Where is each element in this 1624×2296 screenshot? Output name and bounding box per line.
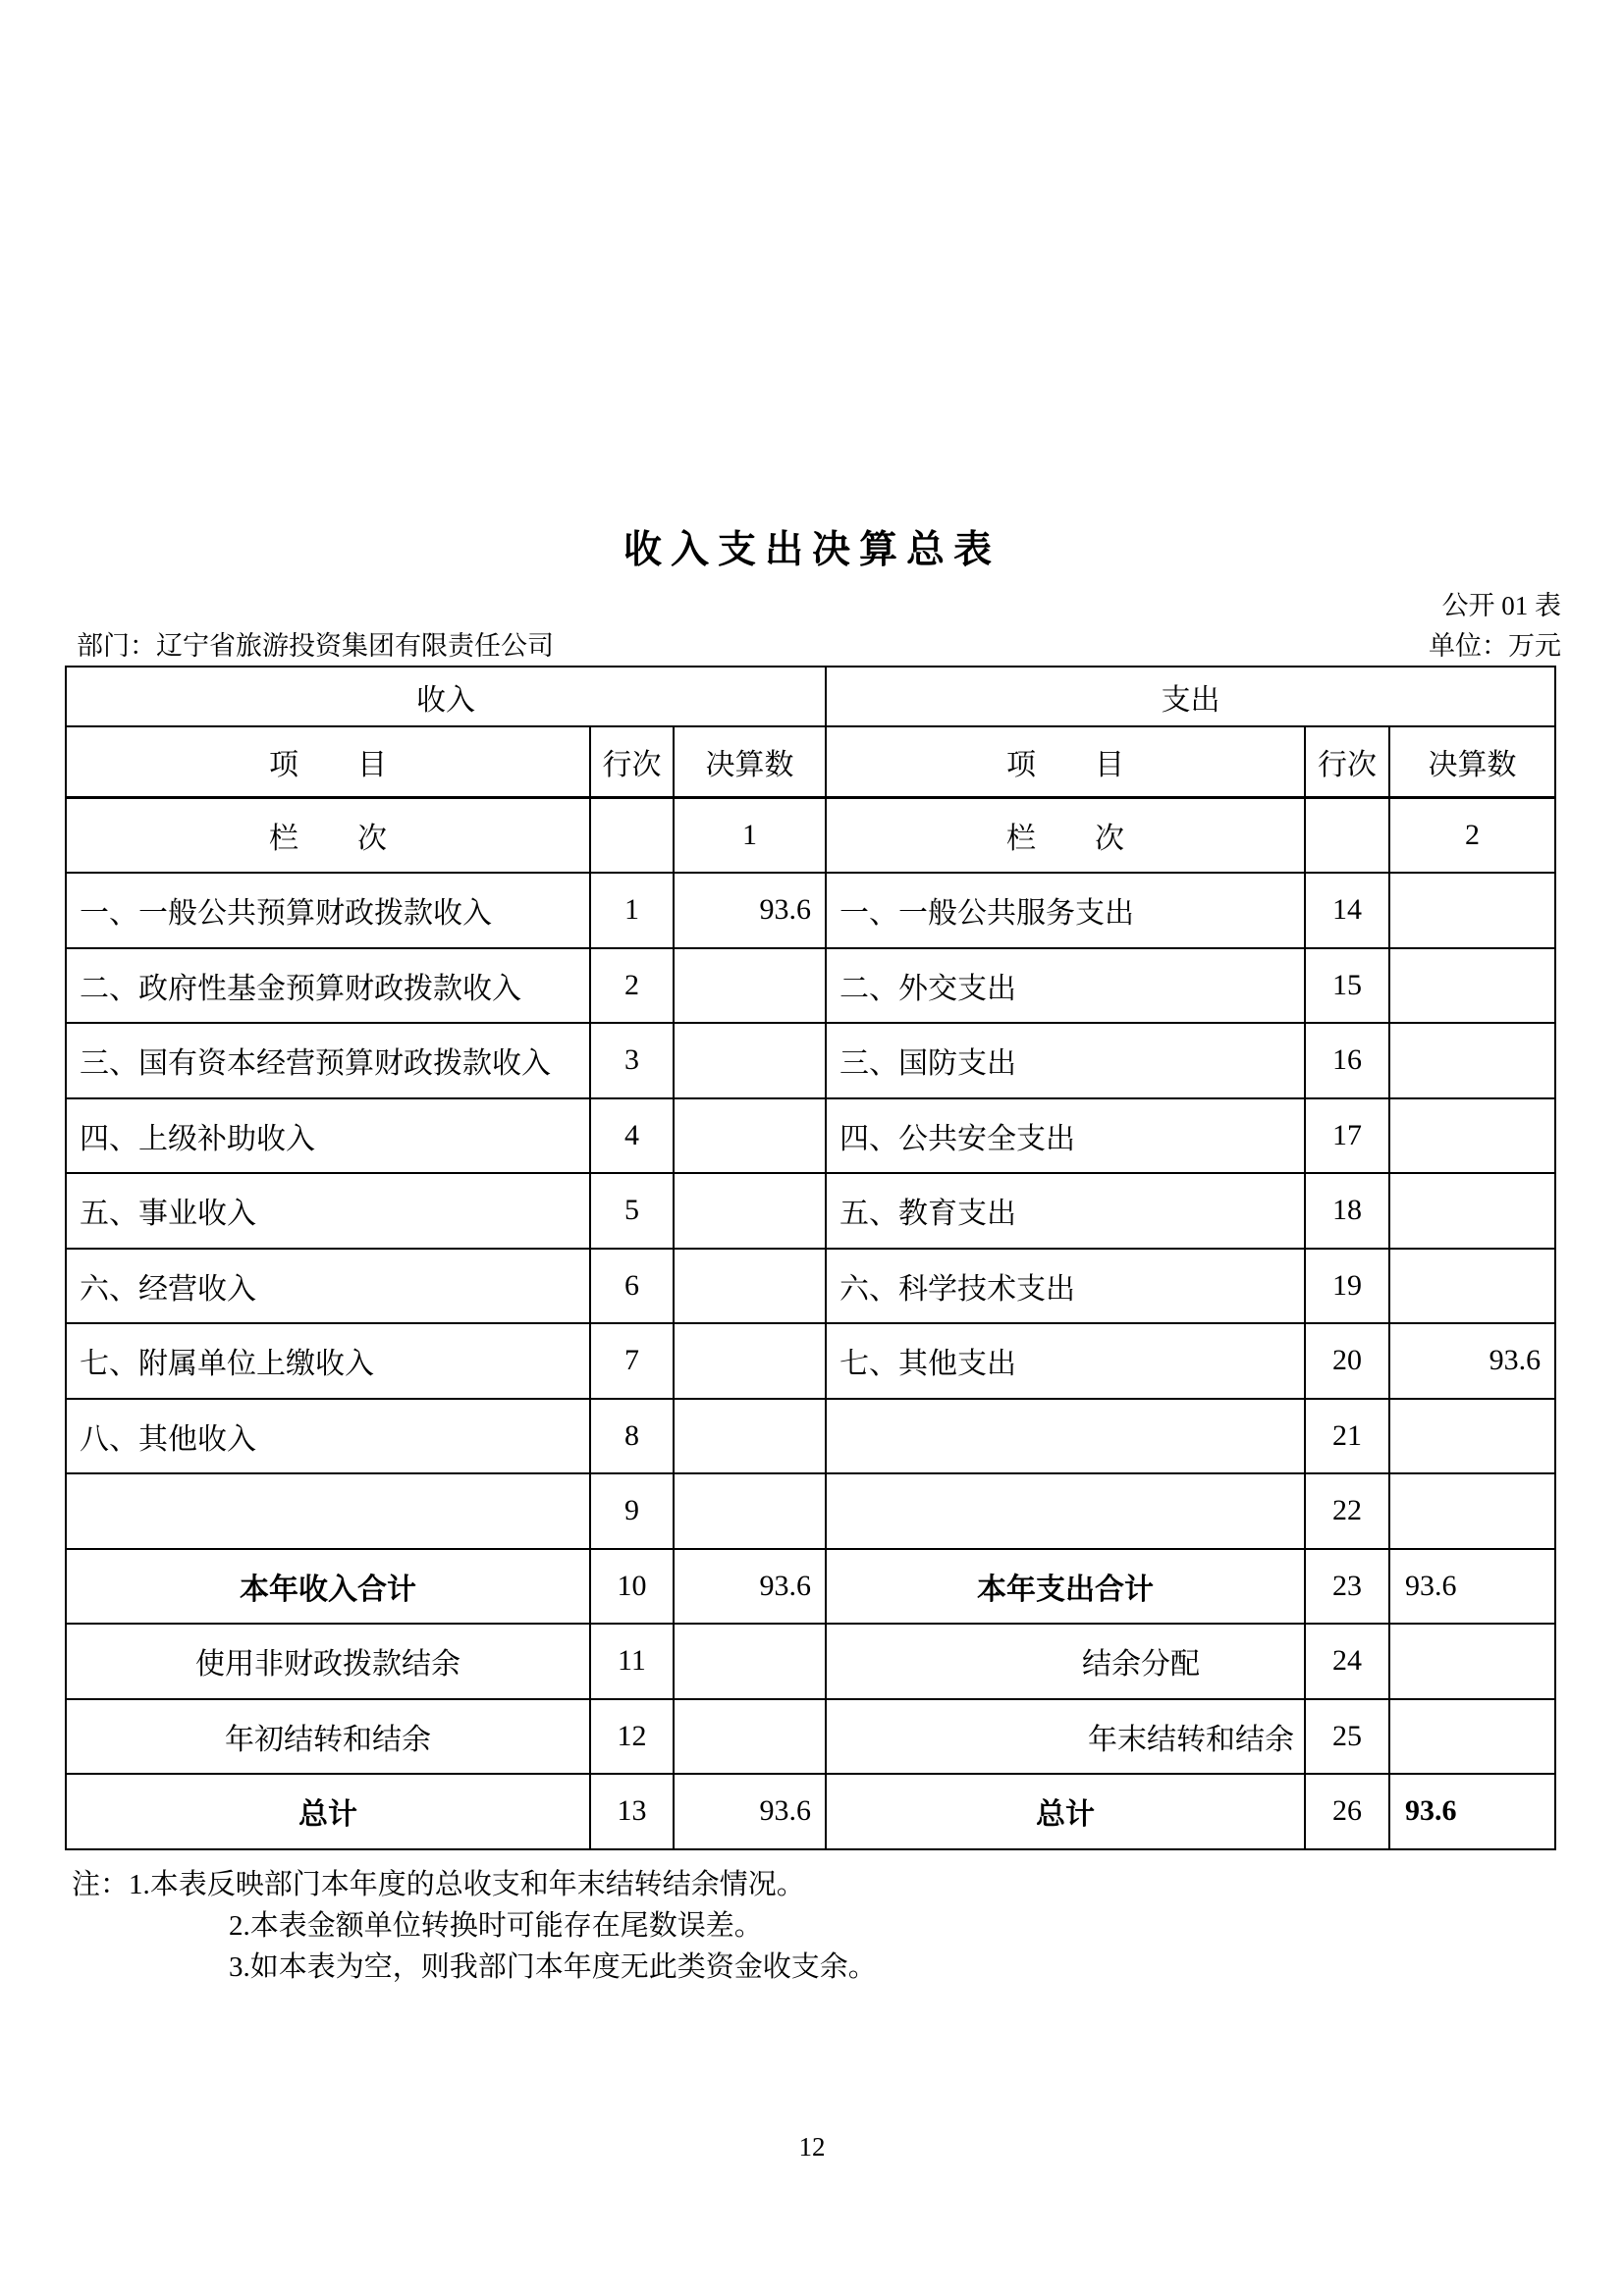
income-line-number-cell: 6 <box>590 1249 674 1324</box>
expense-line-number-cell: 17 <box>1305 1098 1389 1174</box>
unit-label: 单位：万元 <box>1429 631 1561 661</box>
footnote-2: 2.本表金额单位转换时可能存在尾数误差。 <box>229 1910 763 1942</box>
page-title: 收入支出决算总表 <box>623 529 1001 571</box>
table-row <box>66 1473 1555 1549</box>
table-row <box>66 1323 1555 1399</box>
expense-item-cell: 五、教育支出 <box>826 1173 1305 1249</box>
page-number: 12 <box>798 2132 826 2162</box>
footnotes <box>72 1864 877 1988</box>
expense-item-cell: 结余分配 <box>826 1624 1305 1699</box>
income-amount-cell <box>674 1173 826 1249</box>
income-item-cell: 四、上级补助收入 <box>66 1098 590 1174</box>
expense-line-number-cell: 22 <box>1305 1473 1389 1549</box>
expense-item-cell: 年末结转和结余 <box>826 1699 1305 1775</box>
expense-line-number-cell: 18 <box>1305 1173 1389 1249</box>
income-line-number-cell: 2 <box>590 948 674 1024</box>
income-item-cell: 年初结转和结余 <box>66 1699 590 1775</box>
income-item-cell: 五、事业收入 <box>66 1173 590 1249</box>
expense-line-number-cell: 14 <box>1305 873 1389 948</box>
income-line-number-cell: 11 <box>590 1624 674 1699</box>
table-row <box>66 1399 1555 1474</box>
expense-line-number-cell: 24 <box>1305 1624 1389 1699</box>
expense-line-number-cell: 23 <box>1305 1549 1389 1625</box>
expense-line-number-cell: 21 <box>1305 1399 1389 1474</box>
income-amount-cell <box>674 1473 826 1549</box>
income-amount-column-header: 决算数 <box>674 726 826 797</box>
expense-amount-cell <box>1389 1249 1555 1324</box>
expense-column-index-label: 栏 次 <box>826 797 1305 873</box>
income-item-cell: 二、政府性基金预算财政拨款收入 <box>66 948 590 1024</box>
footnote-1: 注：1.本表反映部门本年度的总收支和年末结转结余情况。 <box>72 1869 805 1900</box>
expense-amount-cell <box>1389 1624 1555 1699</box>
table-row <box>66 1549 1555 1625</box>
income-line-number-cell: 1 <box>590 873 674 948</box>
income-item-cell: 使用非财政拨款结余 <box>66 1624 590 1699</box>
income-line-number-cell: 10 <box>590 1549 674 1625</box>
expense-amount-cell <box>1389 1473 1555 1549</box>
income-item-cell: 七、附属单位上缴收入 <box>66 1323 590 1399</box>
income-line-number-cell: 9 <box>590 1473 674 1549</box>
department-label: 部门：辽宁省旅游投资集团有限责任公司 <box>77 631 554 661</box>
expense-line-number-cell: 20 <box>1305 1323 1389 1399</box>
table-meta-line <box>65 624 1561 663</box>
expense-amount-cell: 93.6 <box>1389 1549 1555 1625</box>
income-item-cell <box>66 1473 590 1549</box>
expense-amount-cell: 93.6 <box>1389 1323 1555 1399</box>
income-item-column-header: 项 目 <box>66 726 590 797</box>
expense-line-number-cell: 15 <box>1305 948 1389 1024</box>
expense-amount-cell <box>1389 1023 1555 1098</box>
expense-column-index: 2 <box>1389 797 1555 873</box>
expense-item-cell: 七、其他支出 <box>826 1323 1305 1399</box>
table-row <box>66 1173 1555 1249</box>
expense-item-cell <box>826 1399 1305 1474</box>
income-line-number-cell: 8 <box>590 1399 674 1474</box>
income-amount-cell: 93.6 <box>674 1549 826 1625</box>
form-type-label: 公开 01 表 <box>1441 591 1561 620</box>
income-item-cell: 一、一般公共预算财政拨款收入 <box>66 873 590 948</box>
income-section-header: 收入 <box>66 667 826 726</box>
table-row <box>66 1249 1555 1324</box>
budget-table-container <box>65 666 1556 1850</box>
expense-amount-column-header: 决算数 <box>1389 726 1555 797</box>
income-item-cell: 八、其他收入 <box>66 1399 590 1474</box>
table-row <box>66 1624 1555 1699</box>
income-amount-cell <box>674 1399 826 1474</box>
expense-amount-cell <box>1389 1399 1555 1474</box>
expense-item-cell: 本年支出合计 <box>826 1549 1305 1625</box>
expense-amount-cell: 93.6 <box>1389 1774 1555 1849</box>
expense-item-cell: 总计 <box>826 1774 1305 1849</box>
footnote-3: 3.如本表为空，则我部门本年度无此类资金收支余。 <box>229 1951 877 1983</box>
expense-amount-cell <box>1389 873 1555 948</box>
income-item-cell: 本年收入合计 <box>66 1549 590 1625</box>
income-line-column-header: 行次 <box>590 726 674 797</box>
expense-line-column-header: 行次 <box>1305 726 1389 797</box>
income-line-number-cell: 12 <box>590 1699 674 1775</box>
income-line-index-empty <box>590 797 674 873</box>
column-header-row <box>66 726 1555 797</box>
income-amount-cell <box>674 1249 826 1324</box>
column-index-row <box>66 797 1555 873</box>
income-amount-cell <box>674 1023 826 1098</box>
expense-item-cell: 四、公共安全支出 <box>826 1098 1305 1174</box>
income-line-number-cell: 7 <box>590 1323 674 1399</box>
table-row <box>66 873 1555 948</box>
income-item-cell: 三、国有资本经营预算财政拨款收入 <box>66 1023 590 1098</box>
budget-summary-table <box>65 666 1556 1850</box>
income-amount-cell <box>674 1323 826 1399</box>
expense-amount-cell <box>1389 948 1555 1024</box>
expense-item-cell: 一、一般公共服务支出 <box>826 873 1305 948</box>
income-line-number-cell: 3 <box>590 1023 674 1098</box>
expense-item-cell: 三、国防支出 <box>826 1023 1305 1098</box>
income-item-cell: 六、经营收入 <box>66 1249 590 1324</box>
income-amount-cell: 93.6 <box>674 873 826 948</box>
expense-line-number-cell: 16 <box>1305 1023 1389 1098</box>
income-amount-cell <box>674 1098 826 1174</box>
expense-line-number-cell: 25 <box>1305 1699 1389 1775</box>
income-amount-cell <box>674 1699 826 1775</box>
income-line-number-cell: 13 <box>590 1774 674 1849</box>
table-row <box>66 1699 1555 1775</box>
income-amount-cell <box>674 948 826 1024</box>
section-header-row <box>66 667 1555 726</box>
expense-amount-cell <box>1389 1173 1555 1249</box>
expense-amount-cell <box>1389 1098 1555 1174</box>
income-amount-cell <box>674 1624 826 1699</box>
income-line-number-cell: 5 <box>590 1173 674 1249</box>
expense-line-number-cell: 26 <box>1305 1774 1389 1849</box>
table-row <box>66 1023 1555 1098</box>
income-item-cell: 总计 <box>66 1774 590 1849</box>
expense-item-column-header: 项 目 <box>826 726 1305 797</box>
expense-item-cell <box>826 1473 1305 1549</box>
table-row <box>66 1774 1555 1849</box>
table-row <box>66 948 1555 1024</box>
income-column-index-label: 栏 次 <box>66 797 590 873</box>
expense-line-number-cell: 19 <box>1305 1249 1389 1324</box>
expense-item-cell: 二、外交支出 <box>826 948 1305 1024</box>
expense-amount-cell <box>1389 1699 1555 1775</box>
income-line-number-cell: 4 <box>590 1098 674 1174</box>
income-amount-cell: 93.6 <box>674 1774 826 1849</box>
income-column-index: 1 <box>674 797 826 873</box>
table-row <box>66 1098 1555 1174</box>
expense-item-cell: 六、科学技术支出 <box>826 1249 1305 1324</box>
expense-line-index-empty <box>1305 797 1389 873</box>
expense-section-header: 支出 <box>826 667 1555 726</box>
